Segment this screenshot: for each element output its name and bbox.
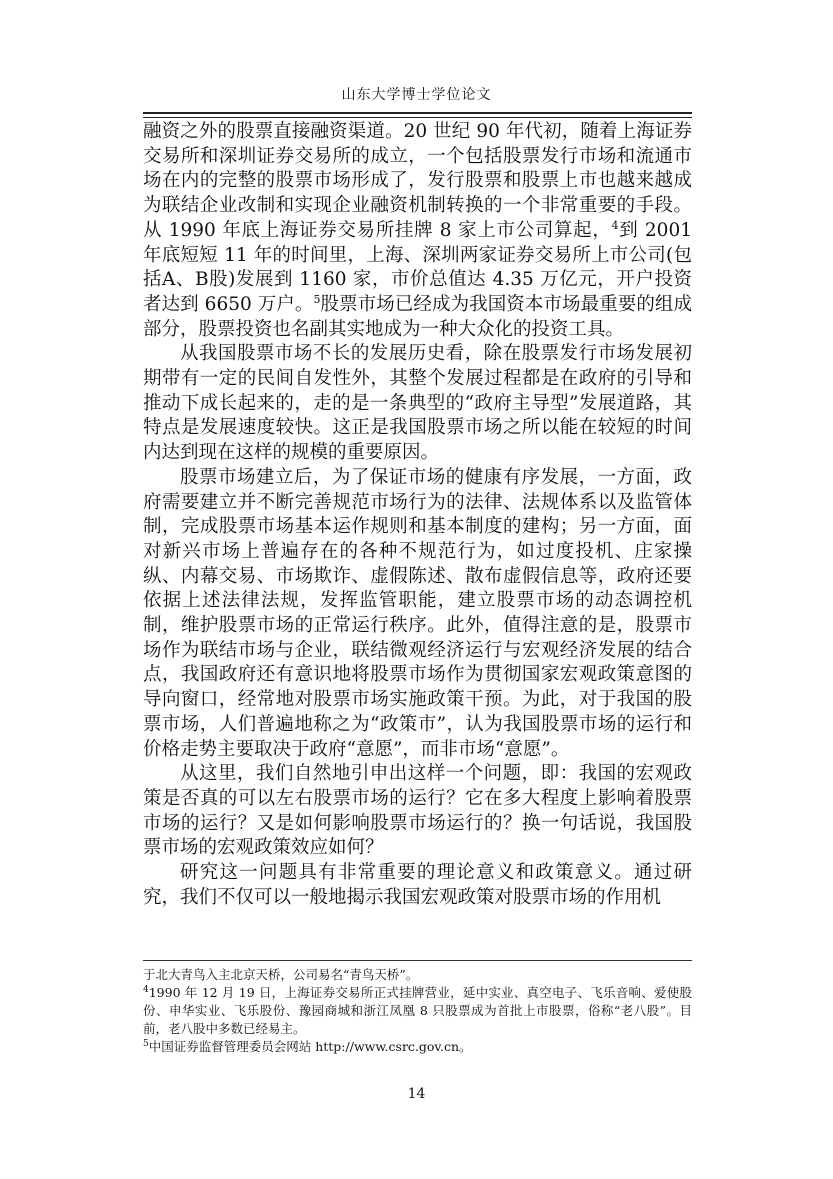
text-run: 1990 年 12 月 19 日，上海证券交易所正式挂牌营业，延中实业、真空电子、飞乐音响、爱使股份、申华实业、飞乐股份、豫园商城和浙江凤凰 8 只股票成为首批上市股票，俗称“老八股”。目前，老八股中多数已经易主。 [143, 985, 692, 1036]
running-header: 山东大学博士学位论文 [341, 87, 492, 103]
paragraph [143, 861, 692, 910]
text-run: 研究这一问题具有非常重要的理论意义和政策意义。通过研究，我们不仅可以一般地揭示我国宏观政策对股票市场的作用机 [143, 862, 692, 908]
header-rule-thin [143, 117, 692, 118]
text-run: 从这里，我们自然地引申出这样一个问题，即：我国的宏观政策是否真的可以左右股票市场的运行？它在多大程度上影响着股票市场的运行？又是如何影响股票市场运行的？换一句话说，我国股票市场的宏观政策效应如何？ [143, 763, 692, 859]
page-number: 14 [407, 1086, 426, 1102]
paragraph [143, 466, 692, 762]
paragraph [143, 762, 692, 861]
paragraph [143, 342, 692, 466]
text-run: 中国证券监督管理委员会网站 http://www.csrc.gov.cn。 [148, 1039, 472, 1054]
header-rule-thick [143, 112, 692, 114]
text-run: 融资之外的股票直接融资渠道。20 世纪 90 年代初，随着上海证券交易所和深圳证券交易所的成立，一个包括股票发行市场和流通市场在内的完整的股票市场形成了，发行股票和股票上市也越来越成为联结企业改制和实现企业融资机制转换的一个非常重要的手段。从 1990 年底上海证券交易所挂牌 8 家上市公司算起， [143, 121, 692, 241]
text-run: 到 2001 年底短短 11 年的时间里，上海、深圳两家证券交易所上市公司(包括A、B股)发展到 1160 家，市价总值达 4.35 万亿元，开户投资者达到 6650 万户。 [143, 219, 692, 315]
body-text [143, 120, 692, 911]
text-run: 从我国股票市场不长的发展历史看，除在股票发行市场发展初期带有一定的民间自发性外，其整个发展过程都是在政府的引导和推动下成长起来的，走的是一条典型的“政府主导型”发展道路，其特点是发展速度较快。这正是我国股票市场之所以能在较短的时间内达到现在这样的规模的重要原因。 [143, 343, 692, 464]
footnote-marker: 5 [143, 1038, 149, 1049]
footnotes [143, 966, 692, 1056]
text-run: 于北大青鸟入主北京天桥，公司易名“青鸟天桥”。 [143, 967, 419, 982]
text-run: 股票市场建立后，为了保证市场的健康有序发展，一方面，政府需要建立并不断完善规范市场行为的法律、法规体系以及监管体制，完成股票市场基本运作规则和基本制度的建构；另一方面，面对新兴市场上普遍存在的各种不规范行为，如过度投机、庄家操纵、内幕交易、市场欺诈、虚假陈述、散布虚假信息等，政府还要依据上述法律法规，发挥监管职能，建立股票市场的动态调控机制，维护股票市场的正常运行秩序。此外，值得注意的是，股票市场作为联结市场与企业，联结微观经济运行与宏观经济发展的结合点，我国政府还有意识地将股票市场作为贯彻国家宏观政策意图的导向窗口，经常地对股票市场实施政策干预。为此，对于我国的股票市场，人们普遍地称之为“政策市”，认为我国股票市场的运行和价格走势主要取决于政府“意愿”，而非市场“意愿”。 [143, 466, 692, 760]
text-run: 股票市场已经成为我国资本市场最重要的组成部分，股票投资也名副其实地成为一种大众化的投资工具。 [143, 293, 692, 340]
footnote-separator [143, 960, 692, 961]
footnote [143, 1038, 692, 1056]
footnote [143, 966, 692, 984]
footnote-marker: 5 [313, 292, 321, 306]
footnote [143, 984, 692, 1038]
footnote-marker: 4 [143, 984, 149, 995]
paragraph [143, 120, 692, 342]
footnote-marker: 4 [611, 218, 619, 232]
